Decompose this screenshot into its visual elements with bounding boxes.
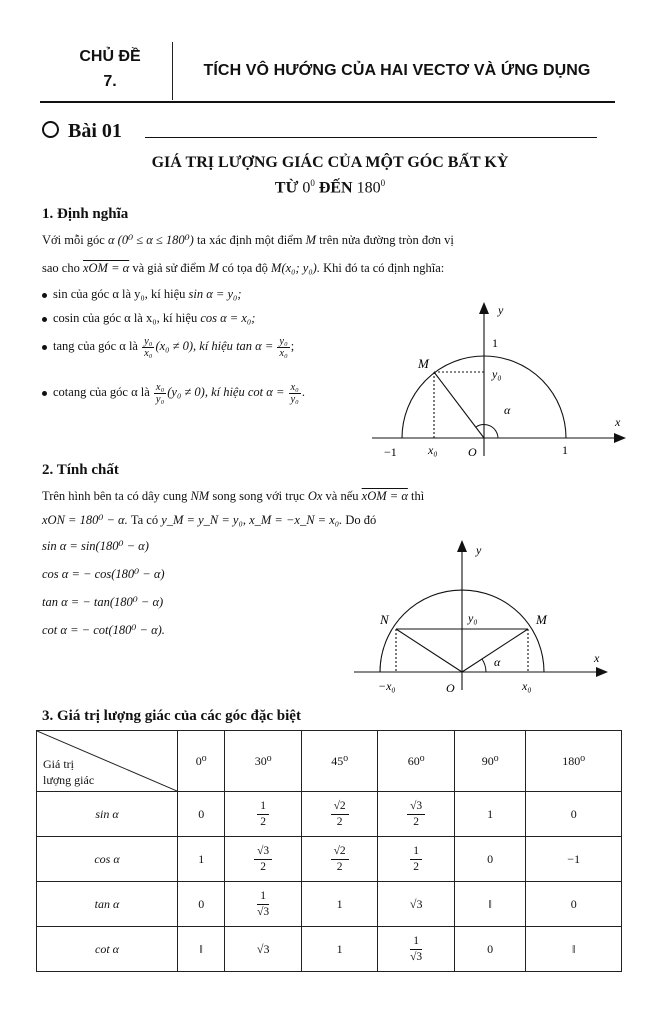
unit-circle-diagram <box>360 296 640 466</box>
value-cell: √3 <box>378 882 455 927</box>
label-O: O <box>468 445 477 459</box>
section3-heading: 3. Giá trị lượng giác của các góc đặc biệt <box>42 708 301 724</box>
section1-heading: 1. Định nghĩa <box>42 206 129 222</box>
table-header-row <box>37 731 622 792</box>
label-x: x <box>594 651 600 665</box>
value-cell: 1 <box>301 882 378 927</box>
value-cell: 0 <box>454 927 525 972</box>
row-label-cell: tan α <box>37 882 178 927</box>
value-cell: −1 <box>526 837 622 882</box>
value-cell <box>301 837 378 882</box>
value-cell <box>378 792 455 837</box>
math: Ox <box>307 489 323 503</box>
label-M: M <box>418 356 429 371</box>
denominator: 2 <box>260 860 267 873</box>
denominator: x₀ <box>144 347 153 359</box>
angle-header-cell: 30⁰ <box>225 731 302 792</box>
label-one-y: 1 <box>492 336 498 350</box>
math-angle: xOM = α <box>82 261 130 275</box>
text: tang của góc α là <box>53 339 138 353</box>
text: thì <box>411 489 425 503</box>
x-axis-arrow-icon <box>614 433 626 443</box>
denominator: 2 <box>413 860 420 873</box>
text: (y₀ ≠ 0), kí hiệu <box>167 385 245 399</box>
denominator: 2 <box>336 815 343 828</box>
bullet-icon <box>42 293 47 298</box>
text: Ta có <box>130 513 159 527</box>
numerator: 1 <box>257 889 269 905</box>
label-minus-x0: −x₀ <box>378 679 396 693</box>
value-cell <box>301 792 378 837</box>
value-cell: ‖ <box>454 882 525 927</box>
section2-line1 <box>42 484 424 508</box>
chapter-number-block <box>62 44 158 94</box>
text: Với mỗi góc <box>42 233 105 247</box>
row-label-cell: cos α <box>37 837 178 882</box>
denominator: 2 <box>336 860 343 873</box>
label-y: y <box>498 303 504 317</box>
circle-bullet-icon <box>42 121 59 138</box>
angle-header-cell: 180⁰ <box>526 731 622 792</box>
formula-cot: cot α = − cot(180⁰ − α). <box>42 623 165 637</box>
chapter-title: TÍCH VÔ HƯỚNG CỦA HAI VECTƠ VÀ ỨNG DỤNG <box>203 62 591 79</box>
numerator: x₀ <box>290 381 299 393</box>
value-cell: 0 <box>526 792 622 837</box>
header-rule <box>40 101 615 103</box>
x-axis-arrow-icon <box>596 667 608 677</box>
angle-arc <box>482 659 486 672</box>
label-y: y <box>476 543 482 557</box>
formula-sin: sin α = sin(180⁰ − α) <box>42 539 149 553</box>
value-cell: 0 <box>178 882 225 927</box>
numerator: √3 <box>254 844 272 860</box>
chapter-number: 7. <box>103 73 117 90</box>
text: Do đó <box>345 513 377 527</box>
text: ; <box>290 339 295 353</box>
text: . <box>301 385 305 399</box>
math-angle: xOM = α <box>361 489 408 503</box>
label-y0: y₀ <box>492 367 502 381</box>
denominator: √3 <box>410 950 423 963</box>
numerator: y₀ <box>279 335 288 347</box>
bullet-icon <box>42 391 47 396</box>
value-cell: 0 <box>178 792 225 837</box>
radius-OM <box>434 372 484 438</box>
table-corner-cell <box>37 731 178 792</box>
lesson-label: Bài 01 <box>68 120 122 142</box>
math: sin α = y₀; <box>188 287 242 301</box>
bullet-icon <box>42 317 47 322</box>
table-row <box>37 792 622 837</box>
def-tan <box>42 334 294 359</box>
row-label-cell: cot α <box>37 927 178 972</box>
numerator: 1 <box>257 799 269 815</box>
fraction <box>410 844 422 875</box>
bullet-icon <box>42 345 47 350</box>
numerator: √2 <box>331 844 349 860</box>
value-cell: √3 <box>225 927 302 972</box>
text: Khi đó ta có định nghĩa: <box>323 261 445 275</box>
text: Trên hình bên ta có dây cung <box>42 489 188 503</box>
label-alpha: α <box>494 655 501 669</box>
title-deg-start: 0 <box>302 179 311 197</box>
label-N: N <box>380 612 389 627</box>
title-deg-end: 180 <box>356 179 381 197</box>
numerator: 1 <box>410 844 422 860</box>
fraction <box>254 844 272 875</box>
section1-line2 <box>42 256 444 280</box>
section1-line1 <box>42 228 454 252</box>
section2-heading: 2. Tính chất <box>42 462 119 478</box>
text: và nếu <box>325 489 359 503</box>
text: cotang của góc α là <box>53 385 150 399</box>
value-cell <box>378 837 455 882</box>
value-cell: 1 <box>178 837 225 882</box>
label-y0: y₀ <box>468 611 478 625</box>
value-cell: ‖ <box>178 927 225 972</box>
math: cos α = x₀; <box>200 311 256 325</box>
lesson-title-line1: GIÁ TRỊ LƯỢNG GIÁC CỦA MỘT GÓC BẤT KỲ <box>151 154 509 171</box>
angle-header-cell: 60⁰ <box>378 731 455 792</box>
table-row <box>37 927 622 972</box>
symmetry-diagram <box>350 534 620 704</box>
math: M(x₀; y₀). <box>271 261 320 275</box>
angle-header-cell: 90⁰ <box>454 731 525 792</box>
text: song song với trục <box>212 489 305 503</box>
text: sao cho <box>42 261 80 275</box>
label-one-x: 1 <box>562 443 568 457</box>
fraction <box>257 889 269 920</box>
math: NM <box>190 489 210 503</box>
fraction <box>289 382 301 405</box>
numerator: √3 <box>407 799 425 815</box>
fraction <box>331 799 349 830</box>
math: tan α = <box>236 339 274 353</box>
math: M <box>208 261 219 275</box>
corner-label-line1: Giá trị <box>43 757 74 771</box>
formula-tan: tan α = − tan(180⁰ − α) <box>42 595 164 609</box>
title-from: TỪ <box>274 179 299 197</box>
chapter-label: CHỦ ĐỀ <box>79 48 141 65</box>
y-axis-arrow-icon <box>479 302 489 314</box>
table-row <box>37 882 622 927</box>
table-row <box>37 837 622 882</box>
special-angles-table <box>36 730 622 972</box>
denominator: √3 <box>257 905 270 918</box>
label-alpha: α <box>504 403 511 417</box>
label-M: M <box>536 612 547 627</box>
title-deg-sup1: 0 <box>310 178 315 188</box>
text: có tọa độ <box>222 261 268 275</box>
fraction <box>407 799 425 830</box>
value-cell <box>378 927 455 972</box>
math-angle: xON = 180⁰ − α. <box>42 513 128 527</box>
lesson-title-line2 <box>40 178 620 197</box>
fraction <box>331 844 349 875</box>
numerator: x₀ <box>155 381 165 393</box>
math: cot α = <box>247 385 285 399</box>
math: y_M = y_N = y₀, x_M = −x_N = x₀. <box>161 513 343 527</box>
y-axis-arrow-icon <box>457 540 467 552</box>
corner-label-line2: lượng giác <box>43 773 95 787</box>
value-cell <box>225 792 302 837</box>
formula-cos: cos α = − cos(180⁰ − α) <box>42 567 165 581</box>
value-cell: 0 <box>526 882 622 927</box>
denominator: 2 <box>413 815 420 828</box>
text: và giả sử điểm <box>132 261 206 275</box>
label-x0: x₀ <box>428 443 438 457</box>
radius-ON <box>396 629 462 672</box>
title-to: ĐẾN <box>318 179 353 197</box>
math: M <box>305 233 317 247</box>
value-cell: 1 <box>301 927 378 972</box>
denominator: y₀ <box>155 393 165 405</box>
value-cell: 1 <box>454 792 525 837</box>
fraction <box>410 934 422 965</box>
value-cell <box>225 837 302 882</box>
fraction <box>142 336 154 359</box>
row-label-cell: sin α <box>37 792 178 837</box>
lesson-rule <box>145 137 597 138</box>
denominator: y₀ <box>290 393 299 405</box>
denominator: x₀ <box>279 347 288 359</box>
angle-header-cell: 45⁰ <box>301 731 378 792</box>
angle-header-cell: 0⁰ <box>178 731 225 792</box>
math: α (0⁰ ≤ α ≤ 180⁰) <box>107 233 194 247</box>
def-cos <box>42 306 255 330</box>
label-x: x <box>615 415 621 429</box>
text: ta xác định một điểm <box>196 233 303 247</box>
text: (x₀ ≠ 0), kí hiệu <box>155 339 233 353</box>
fraction <box>154 382 166 405</box>
label-x0: x₀ <box>522 679 532 693</box>
value-cell: 0 <box>454 837 525 882</box>
numerator: √2 <box>331 799 349 815</box>
fraction <box>257 799 269 830</box>
value-cell: ‖ <box>526 927 622 972</box>
numerator: 1 <box>410 934 422 950</box>
title-deg-sup2: 0 <box>380 178 386 188</box>
text: cosin của góc α là x₀, kí hiệu <box>53 311 198 325</box>
value-cell <box>225 882 302 927</box>
label-O: O <box>446 681 455 695</box>
text: sin của góc α là y₀, kí hiệu <box>53 287 186 301</box>
label-minus-one: −1 <box>384 445 397 459</box>
lesson-heading <box>42 120 122 143</box>
text: trên nửa đường tròn đơn vị <box>319 233 454 247</box>
def-cot <box>42 380 305 405</box>
section2-line2 <box>42 508 376 532</box>
def-sin <box>42 282 242 306</box>
fraction <box>277 336 289 359</box>
numerator: y₀ <box>144 335 153 347</box>
denominator: 2 <box>260 815 267 828</box>
